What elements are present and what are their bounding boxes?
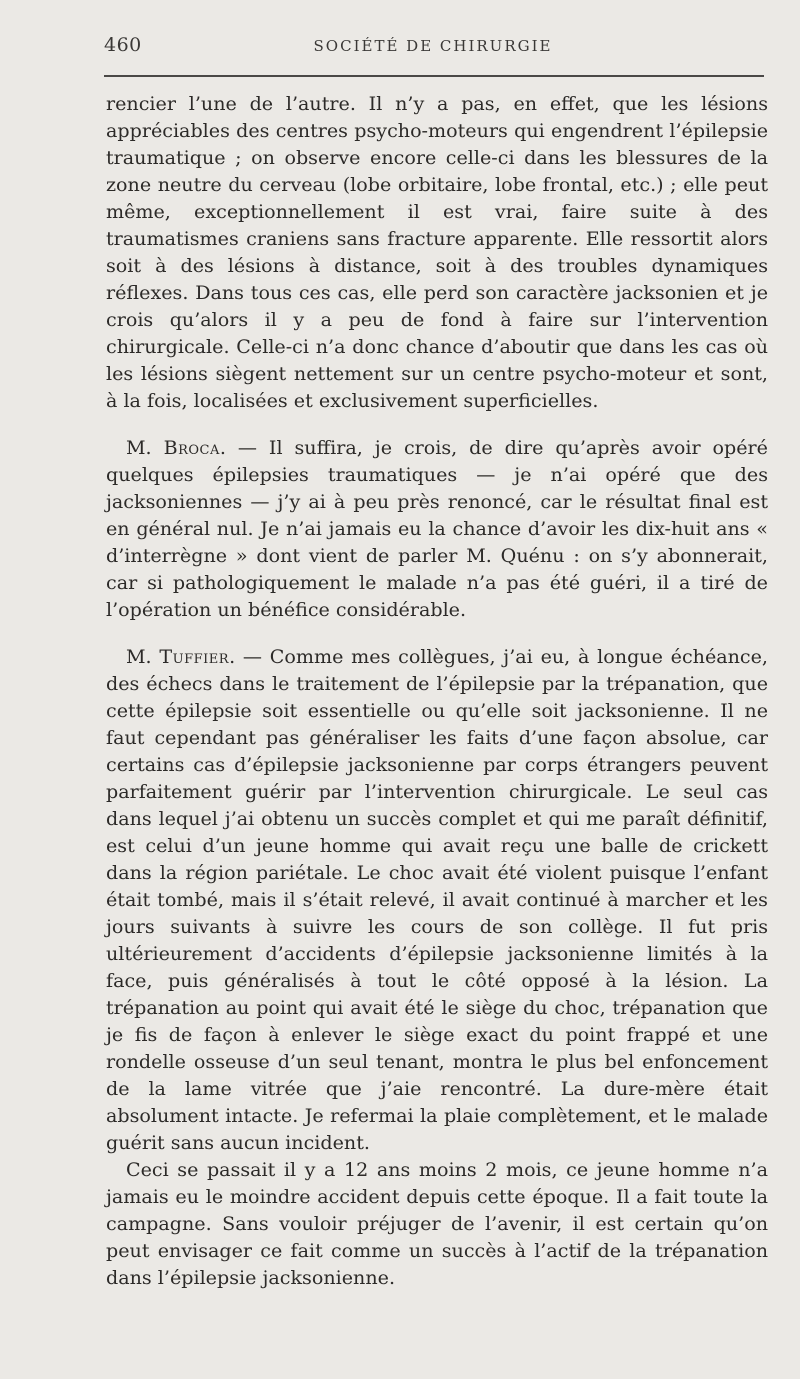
- paragraph-conclusion: [106, 1156, 768, 1291]
- body-text: [106, 90, 768, 1291]
- speaker-name: Tuffier: [159, 645, 230, 668]
- paragraph-text: . — Il suffira, je crois, de dire qu’après avoir opéré quelques épilepsies traumatiques — je n’ai opéré que des jacksoniennes — j’y ai à peu près renoncé, car le résultat final est en général nul. Je n’ai jamais eu la chance d’avoir les dix-huit ans « d’interrègne » dont vient de parler M. Quénu : on s’y abonnerait, car si pathologiquement le malade n’a pas été guéri, il a tiré de l’opération un bénéfice considérable.: [106, 436, 768, 621]
- paragraph-broca: [106, 434, 768, 623]
- paragraph-continuation: [106, 90, 768, 414]
- page-number: 460: [104, 34, 142, 56]
- paragraph-tuffier: [106, 643, 768, 1156]
- paragraph-text: . — Comme mes collègues, j’ai eu, à longue échéance, des échecs dans le traitement de l’épilepsie par la trépanation, que cette épilepsie soit essentielle ou qu’elle soit jacksonienne. Il ne faut cependant pas généraliser les faits d’une façon absolue, car certains cas d’épilepsie jacksonienne par corps étrangers peuvent parfaitement guérir par l’intervention chirurgicale. Le seul cas dans lequel j’ai obtenu un succès complet et qui me paraît définitif, est celui d’un jeune homme qui avait reçu une balle de crickett dans la région pariétale. Le choc avait été violent puisque l’enfant était tombé, mais il s’était relevé, il avait continué à marcher et les jours suivants à suivre les cours de son collège. Il fut pris ultérieurement d’accidents d’épilepsie jacksonienne limités à la face, puis généralisés à tout le côté opposé à la lésion. La trépanation au point qui avait été le siège du choc, trépanation que je fis de façon à enlever le siège exact du point frappé et une rondelle osseuse d’un seul tenant, montra le plus bel enfoncement de la lame vitrée que j’aie rencontré. La dure-mère était absolument intacte. Je refermai la plaie complètement, et le malade guérit sans aucun incident.: [106, 645, 768, 1154]
- paragraph-text: rencier l’une de l’autre. Il n’y a pas, en effet, que les lésions appréciables des centres psycho-moteurs qui engendrent l’épilepsie traumatique ; on observe encore celle-ci dans les blessures de la zone neutre du cerveau (lobe orbitaire, lobe frontal, etc.) ; elle peut même, exceptionnellement il est vrai, faire suite à des traumatismes craniens sans fracture apparente. Elle ressortit alors soit à des lésions à distance, soit à des troubles dynamiques réflexes. Dans tous ces cas, elle perd son caractère jacksonien et je crois qu’alors il y a peu de fond à faire sur l’intervention chirurgicale. Celle-ci n’a donc chance d’aboutir que dans les cas où les lésions siègent nettement sur un centre psycho-moteur et sont, à la fois, localisées et exclusivement superficielles.: [106, 92, 768, 412]
- header-rule: [104, 75, 764, 77]
- paragraph-text: Ceci se passait il y a 12 ans moins 2 mois, ce jeune homme n’a jamais eu le moindre accident depuis cette époque. Il a fait toute la campagne. Sans vouloir préjuger de l’avenir, il est certain qu’on peut envisager ce fait comme un succès à l’actif de la trépanation dans l’épilepsie jacksonienne.: [106, 1158, 768, 1289]
- speaker-prefix: M.: [126, 645, 160, 668]
- running-head: [104, 34, 762, 64]
- speaker-prefix: M.: [126, 436, 164, 459]
- speaker-name: Broca: [163, 436, 220, 459]
- running-title: SOCIÉTÉ DE CHIRURGIE: [313, 37, 553, 55]
